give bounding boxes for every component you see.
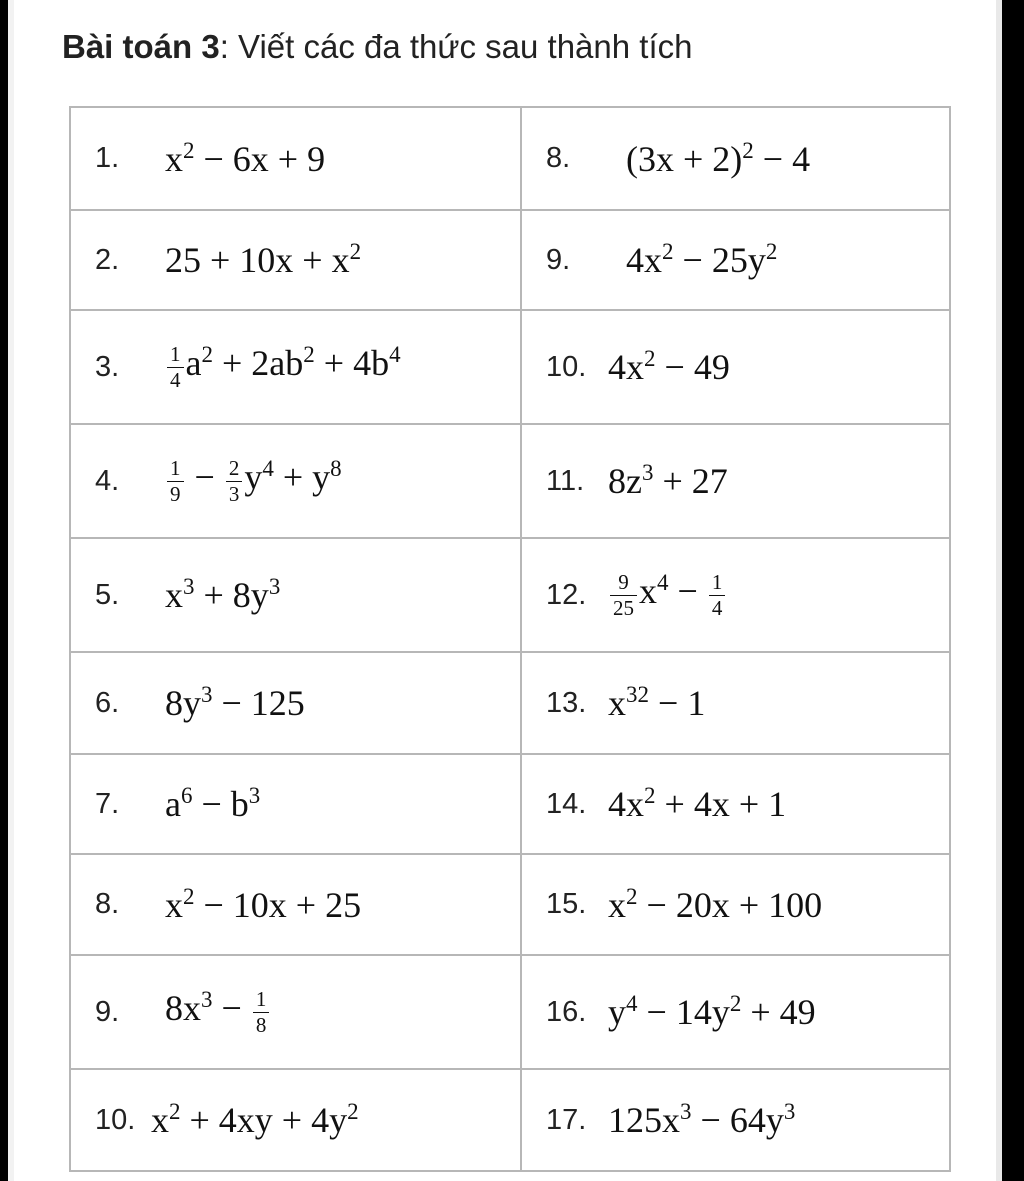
table-row xyxy=(70,754,950,854)
exercise-expression: $x^2 - 6x + 9$ xyxy=(165,137,326,179)
exercise-expression: $x^3 + 8y^3$ xyxy=(165,574,281,615)
exercise-cell xyxy=(521,310,950,424)
exercise-cell xyxy=(70,424,521,538)
page-title xyxy=(62,28,692,66)
table-row xyxy=(70,854,950,955)
exercise-expression: $y^4 - 14y^2 + 49$ xyxy=(608,991,816,1032)
exercise-cell xyxy=(70,955,521,1069)
exercise-expression: $4x^2 + 4x + 1$ xyxy=(608,783,787,824)
exercise-cell xyxy=(521,955,950,1069)
title-rest: : Viết các đa thức sau thành tích xyxy=(219,28,693,65)
exercise-expression: $8z^3 + 27$ xyxy=(608,460,728,501)
exercise-number: 16. xyxy=(546,995,587,1028)
table-row xyxy=(70,210,950,310)
exercise-number: 9. xyxy=(546,243,571,276)
exercise-expression: $125x^3 - 64y^3$ xyxy=(608,1099,796,1140)
exercise-number: 3. xyxy=(95,350,120,383)
exercise-number: 10. xyxy=(95,1103,136,1136)
exercise-number: 2. xyxy=(95,243,120,276)
exercise-expression: $4x^2 - 49$ xyxy=(608,346,730,387)
exercise-table xyxy=(69,106,951,1172)
exercise-number: 13. xyxy=(546,686,587,719)
exercise-expression: $\frac{9}{25}$ $x^4$ − $\frac{1}{4}$ xyxy=(608,570,727,619)
exercise-cell xyxy=(521,107,950,210)
exercise-cell xyxy=(521,210,950,310)
exercise-number: 8. xyxy=(95,888,120,920)
table-row xyxy=(70,310,950,424)
exercise-number: 8. xyxy=(546,142,571,174)
exercise-number: 9. xyxy=(95,995,120,1028)
exercise-expression: $(3x + 2)^2 - 4$ xyxy=(626,137,811,179)
exercise-cell xyxy=(70,107,521,210)
exercise-cell xyxy=(521,424,950,538)
table-row xyxy=(70,538,950,652)
table-row xyxy=(70,107,950,210)
exercise-cell xyxy=(70,538,521,652)
exercise-cell xyxy=(70,652,521,754)
exercise-number: 10. xyxy=(546,350,587,383)
exercise-cell xyxy=(70,210,521,310)
page-edge-right xyxy=(996,0,1002,1181)
exercise-expression: $x^2 - 20x + 100$ xyxy=(608,883,823,925)
exercise-cell xyxy=(521,854,950,955)
exercise-number: 15. xyxy=(546,888,587,920)
exercise-cell xyxy=(70,1069,521,1171)
exercise-expression: $x^2 - 10x + 25$ xyxy=(165,883,362,925)
exercise-expression: $\frac{1}{4}$ $a^2 + 2ab^2 + 4b^4$ xyxy=(165,342,401,391)
exercise-expression: $8x^3$ − $\frac{1}{8}$ xyxy=(165,987,271,1036)
exercise-number: 5. xyxy=(95,578,120,611)
exercise-cell xyxy=(521,754,950,854)
exercise-number: 17. xyxy=(546,1103,587,1136)
exercise-expression: $x^{32} - 1$ xyxy=(608,682,706,723)
exercise-cell xyxy=(70,754,521,854)
exercise-cell xyxy=(70,854,521,955)
table-row xyxy=(70,955,950,1069)
exercise-expression: $a^6 - b^3$ xyxy=(165,783,261,824)
exercise-expression: $\frac{1}{9}$ − $\frac{2}{3}$ $y^4 + y^8$ xyxy=(165,456,342,505)
exercise-cell xyxy=(521,1069,950,1171)
exercise-expression: $25 + 10x + x^2$ xyxy=(165,239,362,280)
title-bold: Bài toán 3 xyxy=(62,28,220,65)
exercise-number: 12. xyxy=(546,578,587,611)
table-row xyxy=(70,424,950,538)
table-row xyxy=(70,652,950,754)
exercise-number: 6. xyxy=(95,686,120,719)
exercise-number: 14. xyxy=(546,787,587,820)
exercise-number: 7. xyxy=(95,787,120,820)
exercise-number: 1. xyxy=(95,142,120,174)
exercise-cell xyxy=(521,652,950,754)
exercise-cell xyxy=(70,310,521,424)
exercise-expression: $8y^3 - 125$ xyxy=(165,682,305,723)
exercise-cell xyxy=(521,538,950,652)
table-row xyxy=(70,1069,950,1171)
exercise-number: 11. xyxy=(546,464,585,497)
exercise-number: 4. xyxy=(95,464,120,497)
exercise-expression: $4x^2 - 25y^2$ xyxy=(626,239,778,280)
exercise-expression: $x^2 + 4xy + 4y^2$ xyxy=(151,1099,359,1140)
